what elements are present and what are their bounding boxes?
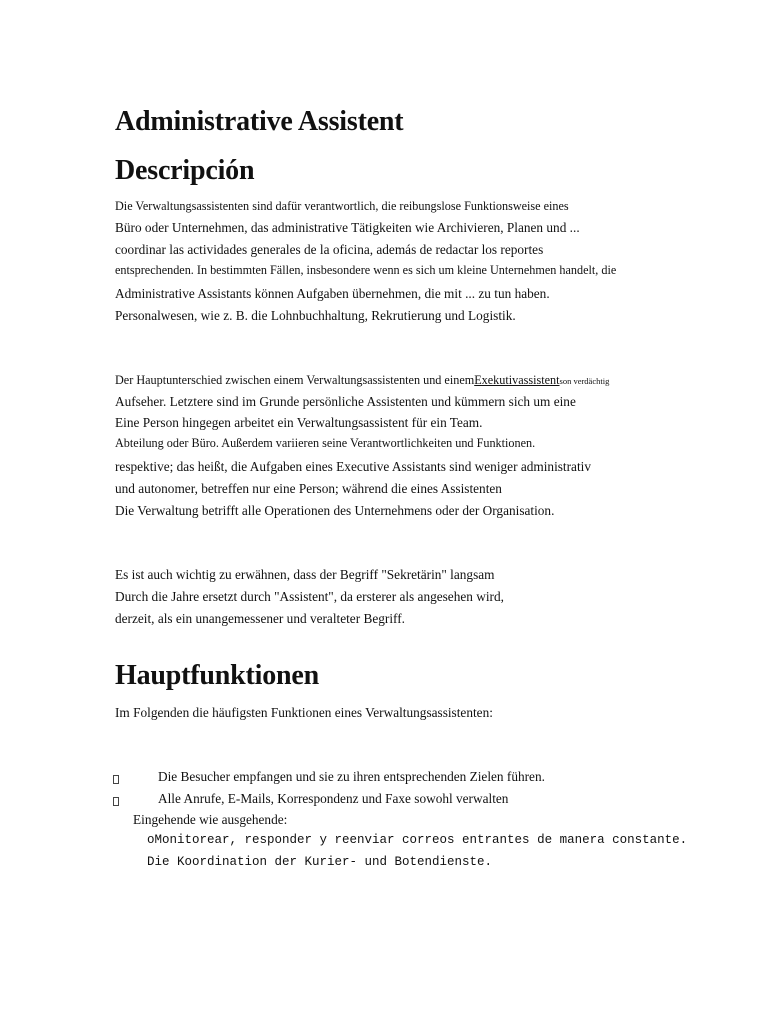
difference-line <box>115 373 609 388</box>
description-line: Büro oder Unternehmen, das administrative Tätigkeiten wie Archivieren, Planen und ... <box>115 220 580 235</box>
difference-line: Abteilung oder Büro. Außerdem variieren seine Verantwortlichkeiten und Funktionen. <box>115 436 536 450</box>
note-line: Durch die Jahre ersetzt durch "Assistent", da ersterer als angesehen wird, <box>115 589 504 604</box>
sub-item: Die Koordination der Kurier- und Botendienste. <box>147 855 493 869</box>
difference-line: Die Verwaltung betrifft alle Operationen des Unternehmens oder der Organisation. <box>115 503 555 518</box>
description-line: Administrative Assistants können Aufgaben übernehmen, die mit ... zu tun haben. <box>115 286 550 301</box>
description-heading: Descripción <box>115 155 255 186</box>
bullet-icon <box>113 775 119 784</box>
difference-line: Eine Person hingegen arbeitet ein Verwaltungsassistent für ein Team. <box>115 415 483 430</box>
bullet-continuation: Eingehende wie ausgehende: <box>133 812 288 827</box>
bullet-item: Alle Anrufe, E-Mails, Korrespondenz und Faxe sowohl verwalten <box>158 791 509 806</box>
document-title: Administrative Assistent <box>115 106 404 137</box>
description-line: entsprechenden. In bestimmten Fällen, insbesondere wenn es sich um kleine Unternehmen handelt, die <box>115 263 617 277</box>
note-line: derzeit, als ein unangemessener und veralteter Begriff. <box>115 611 405 626</box>
difference-line: und autonomer, betreffen nur eine Person; während die eines Assistenten <box>115 481 502 496</box>
note-line: Es ist auch wichtig zu erwähnen, dass der Begriff "Sekretärin" langsam <box>115 567 495 582</box>
difference-small-text: son verdächtig <box>559 376 610 386</box>
difference-line: respektive; das heißt, die Aufgaben eines Executive Assistants sind weniger administrativ <box>115 459 591 474</box>
executive-assistant-link[interactable]: Exekutivassistent <box>474 373 560 387</box>
description-line: Die Verwaltungsassistenten sind dafür verantwortlich, die reibungslose Funktionsweise eines <box>115 199 569 213</box>
bullet-marker <box>113 771 119 789</box>
description-line: Personalwesen, wie z. B. die Lohnbuchhaltung, Rekrutierung und Logistik. <box>115 308 516 323</box>
functions-heading: Hauptfunktionen <box>115 660 319 691</box>
difference-line: Aufseher. Letztere sind im Grunde persönliche Assistenten und kümmern sich um eine <box>115 394 576 409</box>
bullet-item: Die Besucher empfangen und sie zu ihren entsprechenden Zielen führen. <box>158 769 545 784</box>
bullet-icon <box>113 797 119 806</box>
difference-text: Der Hauptunterschied zwischen einem Verwaltungsassistenten und einem <box>115 373 475 387</box>
bullet-marker <box>113 793 119 811</box>
sub-item: oMonitorear, responder y reenviar correos entrantes de manera constante. <box>147 833 688 847</box>
description-line: coordinar las actividades generales de la oficina, además de redactar los reportes <box>115 242 544 257</box>
functions-intro: Im Folgenden die häufigsten Funktionen eines Verwaltungsassistenten: <box>115 705 493 720</box>
